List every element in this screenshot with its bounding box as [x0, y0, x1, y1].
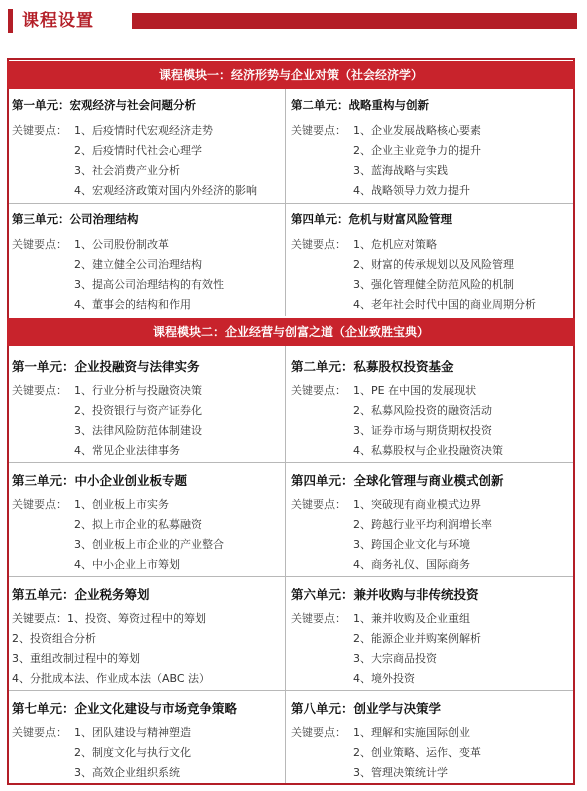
- key-point: 2、私募风险投资的融资活动: [353, 404, 492, 417]
- key-point: 2、企业主业竞争力的提升: [353, 144, 481, 157]
- module-1-title: 课程模块一：经济形势与企业对策（社会经济学）: [7, 61, 575, 89]
- key-point: 2、创业策略、运作、变革: [353, 746, 481, 759]
- row-divider: [9, 690, 573, 691]
- key-point: 2、跨越行业平均利润增长率: [353, 518, 492, 531]
- key-point: 4、境外投资: [353, 672, 415, 685]
- key-point: 4、中小企业上市筹划: [74, 558, 180, 571]
- key-point: 关键要点： 1、PE 在中国的发展现状: [291, 381, 571, 401]
- key-point: 2、建立健全公司治理结构: [74, 258, 202, 271]
- unit-title: 第五单元：企业税务筹划: [12, 587, 150, 602]
- unit-title: 第二单元：私募股权投资基金: [291, 359, 454, 374]
- key-point: 2、拟上市企业的私募融资: [74, 518, 202, 531]
- key-points-label: 关键要点：: [12, 384, 67, 397]
- key-point: 3、高效企业组织系统: [74, 766, 180, 779]
- key-point: 2、投资银行与资产证券化: [74, 404, 202, 417]
- key-point: 4、董事会的结构和作用: [74, 298, 191, 311]
- key-point: 关键要点： 1、理解和实施国际创业: [291, 723, 571, 743]
- key-point: 3、管理决策统计学: [353, 766, 448, 779]
- key-point: 3、社会消费产业分析: [74, 164, 180, 177]
- key-point: 关键要点： 1、行业分析与投融资决策: [12, 381, 284, 401]
- unit-title: 第四单元：全球化管理与商业模式创新: [291, 473, 504, 488]
- key-point: 3、蓝海战略与实践: [353, 164, 448, 177]
- key-point: 3、提高公司治理结构的有效性: [74, 278, 224, 291]
- key-point: 3、跨国企业文化与环境: [353, 538, 470, 551]
- header-decor-bar: [132, 13, 577, 29]
- page-title: 课程设置: [22, 11, 94, 31]
- unit-card: [291, 581, 571, 689]
- column-divider: [285, 346, 286, 783]
- unit-title: 第六单元：兼并收购与非传统投资: [291, 587, 479, 602]
- key-points-label: 关键要点：: [291, 612, 346, 625]
- unit-card: [12, 207, 284, 315]
- key-point: 4、分批成本法、作业成本法（ABC 法）: [12, 672, 211, 685]
- unit-card: [291, 353, 571, 461]
- unit-card: [291, 93, 571, 201]
- key-point: 4、私募股权与企业投融资决策: [353, 444, 503, 457]
- key-points-label: 关键要点：: [291, 238, 346, 251]
- key-point: 4、商务礼仪、国际商务: [353, 558, 470, 571]
- section-header: [0, 0, 587, 44]
- key-point: 3、法律风险防范体制建设: [74, 424, 202, 437]
- unit-card: [12, 93, 284, 201]
- header-accent-bar: [8, 9, 13, 33]
- row-divider: [9, 576, 573, 577]
- key-point: 4、常见企业法律事务: [74, 444, 180, 457]
- key-point: 2、制度文化与执行文化: [74, 746, 191, 759]
- key-points-label: 关键要点：: [291, 384, 346, 397]
- key-points-label: 关键要点：: [291, 124, 346, 137]
- unit-title: 第一单元：企业投融资与法律实务: [12, 359, 200, 374]
- unit-title: 第四单元：危机与财富风险管理: [291, 212, 452, 226]
- unit-title: 第七单元：企业文化建设与市场竞争策略: [12, 701, 238, 716]
- unit-title: 第一单元：宏观经济与社会问题分析: [12, 98, 196, 112]
- unit-title: 第二单元：战略重构与创新: [291, 98, 429, 112]
- key-point: 关键要点： 1、兼并收购及企业重组: [291, 609, 571, 629]
- unit-card: [291, 467, 571, 575]
- key-point: 2、投资组合分析: [12, 632, 96, 645]
- key-point: 4、战略领导力效力提升: [353, 184, 470, 197]
- key-point: 关键要点： 1、危机应对策略: [291, 235, 571, 255]
- unit-title: 第三单元：公司治理结构: [12, 212, 139, 226]
- key-points-label: 关键要点：: [12, 726, 67, 739]
- unit-card: [291, 695, 571, 783]
- key-point: 关键要点：1、投资、筹资过程中的筹划: [12, 612, 206, 625]
- unit-card: [12, 581, 284, 689]
- key-point: 2、财富的传承规划以及风险管理: [353, 258, 514, 271]
- key-point: 3、创业板上市企业的产业整合: [74, 538, 224, 551]
- key-points-label: 关键要点：: [12, 238, 67, 251]
- row-divider: [9, 203, 573, 204]
- key-point: 3、强化管理健全防范风险的机制: [353, 278, 514, 291]
- key-point: 关键要点： 1、突破现有商业模式边界: [291, 495, 571, 515]
- unit-card: [12, 695, 284, 783]
- key-points-label: 关键要点：: [12, 498, 67, 511]
- unit-card: [291, 207, 571, 315]
- key-points-label: 关键要点：: [291, 498, 346, 511]
- key-point: 3、证券市场与期货期权投资: [353, 424, 492, 437]
- key-point: 2、能源企业并购案例解析: [353, 632, 481, 645]
- key-point: 关键要点： 1、公司股份制改革: [12, 235, 284, 255]
- key-point: 3、大宗商品投资: [353, 652, 437, 665]
- key-point: 2、后疫情时代社会心理学: [74, 144, 202, 157]
- unit-card: [12, 467, 284, 575]
- unit-title: 第三单元：中小企业创业板专题: [12, 473, 188, 488]
- row-divider: [9, 462, 573, 463]
- key-point: 关键要点： 1、企业发展战略核心要素: [291, 121, 571, 141]
- key-point: 关键要点： 1、创业板上市实务: [12, 495, 284, 515]
- key-point: 4、老年社会时代中国的商业周期分析: [353, 298, 536, 311]
- unit-card: [12, 353, 284, 461]
- key-point: 3、重组改制过程中的筹划: [12, 652, 140, 665]
- module-2-title: 课程模块二：企业经营与创富之道（企业致胜宝典）: [7, 318, 575, 346]
- unit-title: 第八单元：创业学与决策学: [291, 701, 442, 716]
- key-point: 关键要点： 1、后疫情时代宏观经济走势: [12, 121, 284, 141]
- key-point: 4、宏观经济政策对国内外经济的影响: [74, 184, 257, 197]
- key-points-label: 关键要点：: [12, 124, 67, 137]
- key-point: 关键要点： 1、团队建设与精神塑造: [12, 723, 284, 743]
- key-points-label: 关键要点：: [291, 726, 346, 739]
